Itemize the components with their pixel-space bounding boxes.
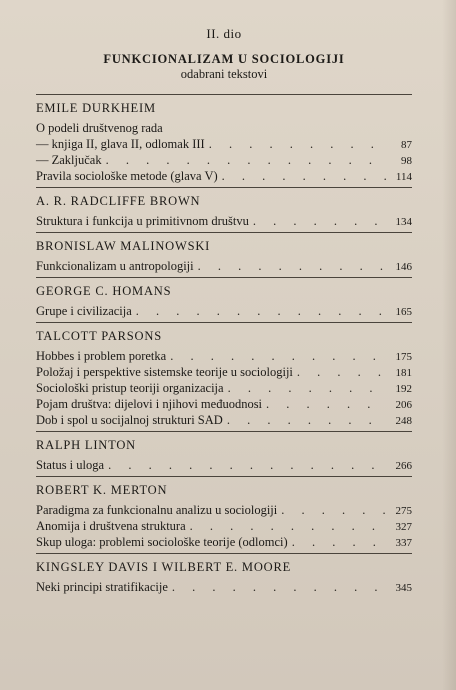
section-subtitle: odabrani tekstovi (180, 67, 268, 81)
toc-section-merton (36, 476, 412, 553)
toc-section-durkheim (36, 94, 412, 187)
toc-entry[interactable] (36, 213, 412, 229)
dot-leader (281, 502, 386, 518)
toc-entry[interactable] (36, 364, 412, 380)
page-number: 114 (395, 171, 412, 183)
dot-leader (136, 303, 386, 319)
toc-entry[interactable] (36, 412, 412, 428)
entry-title: Anomija i društvena struktura (36, 519, 186, 533)
page-shadow (442, 0, 456, 690)
dot-leader (106, 152, 386, 168)
entry-title: Pravila sociološke metode (glava V) (36, 169, 218, 183)
dot-leader (227, 412, 386, 428)
entry-intro: O podeli društvenog rada (36, 121, 163, 135)
page-number: 337 (395, 537, 412, 549)
author-name: ROBERT K. MERTON (36, 483, 168, 497)
page-number: 181 (395, 367, 412, 379)
author-name: GEORGE C. HOMANS (36, 284, 172, 298)
entry-title: Status i uloga (36, 458, 105, 472)
page-number: 275 (395, 505, 412, 517)
entry-title: Skup uloga: problemi sociološke teorije (odlomci) (36, 535, 288, 549)
toc-entry[interactable] (36, 457, 412, 473)
dot-leader (198, 258, 386, 274)
toc-entry[interactable] (36, 380, 412, 396)
toc-entry[interactable] (36, 396, 412, 412)
author-name: EMILE DURKHEIM (36, 101, 156, 115)
page-number: 98 (401, 155, 412, 167)
entry-title: — Zaključak (36, 153, 102, 167)
dot-leader (190, 518, 386, 534)
page-number: 165 (395, 306, 412, 318)
entry-title: Neki principi stratifikacije (36, 580, 168, 594)
author-name: A. R. RADCLIFFE BROWN (36, 194, 201, 208)
toc-section-parsons (36, 322, 412, 431)
page-number: 206 (395, 399, 412, 411)
entry-title: Hobbes i problem poretka (36, 349, 167, 363)
author-name: KINGSLEY DAVIS I WILBERT E. MOORE (36, 560, 292, 574)
toc-section-homans (36, 277, 412, 322)
page-number: 266 (395, 460, 412, 472)
part-heading: II. dio (206, 26, 242, 41)
author-name: RALPH LINTON (36, 438, 136, 452)
entry-title: Struktura i funkcija u primitivnom društvu (36, 214, 249, 228)
dot-leader (170, 348, 386, 364)
page-number: 87 (401, 139, 412, 151)
entry-title: Grupe i civilizacija (36, 304, 132, 318)
toc-section-davis-moore (36, 553, 412, 598)
entry-title: Sociološki pristup teoriji organizacija (36, 381, 224, 395)
dot-leader (253, 213, 386, 229)
toc-entry[interactable] (36, 534, 412, 550)
toc-entry[interactable] (36, 136, 412, 152)
entry-title: Funkcionalizam u antropologiji (36, 259, 194, 273)
dot-leader (108, 457, 386, 473)
page-number: 192 (395, 383, 412, 395)
author-name: TALCOTT PARSONS (36, 329, 162, 343)
page-number: 327 (395, 521, 412, 533)
toc-section-radcliffe-brown (36, 187, 412, 232)
page-number: 175 (395, 351, 412, 363)
author-name: BRONISLAW MALINOWSKI (36, 239, 211, 253)
dot-leader (172, 579, 386, 595)
toc-entry[interactable] (36, 258, 412, 274)
entry-title: Paradigma za funkcionalnu analizu u sociologiji (36, 503, 278, 517)
toc-entry[interactable] (36, 168, 412, 184)
entry-title: Dob i spol u socijalnoj strukturi SAD (36, 413, 223, 427)
page-number: 248 (395, 415, 412, 427)
page-number: 134 (395, 216, 412, 228)
section-title: FUNKCIONALIZAM U SOCIOLOGIJI (103, 52, 345, 66)
page-number: 345 (395, 582, 412, 594)
toc-entry[interactable] (36, 502, 412, 518)
dot-leader (297, 364, 386, 380)
dot-leader (266, 396, 386, 412)
toc-section-linton (36, 431, 412, 476)
dot-leader (228, 380, 386, 396)
entry-title: Položaj i perspektive sistemske teorije u sociologiji (36, 365, 293, 379)
toc-entry[interactable] (36, 518, 412, 534)
dot-leader (209, 136, 386, 152)
entry-title: — knjiga II, glava II, odlomak III (36, 137, 205, 151)
entry-title: Pojam društva: dijelovi i njihovi međuodnosi (36, 397, 263, 411)
toc-section-malinowski (36, 232, 412, 277)
toc-entry[interactable] (36, 579, 412, 595)
toc-entry[interactable] (36, 348, 412, 364)
page-number: 146 (395, 261, 412, 273)
toc-entry[interactable] (36, 303, 412, 319)
toc-entry[interactable] (36, 152, 412, 168)
dot-leader (222, 168, 386, 184)
dot-leader (292, 534, 386, 550)
